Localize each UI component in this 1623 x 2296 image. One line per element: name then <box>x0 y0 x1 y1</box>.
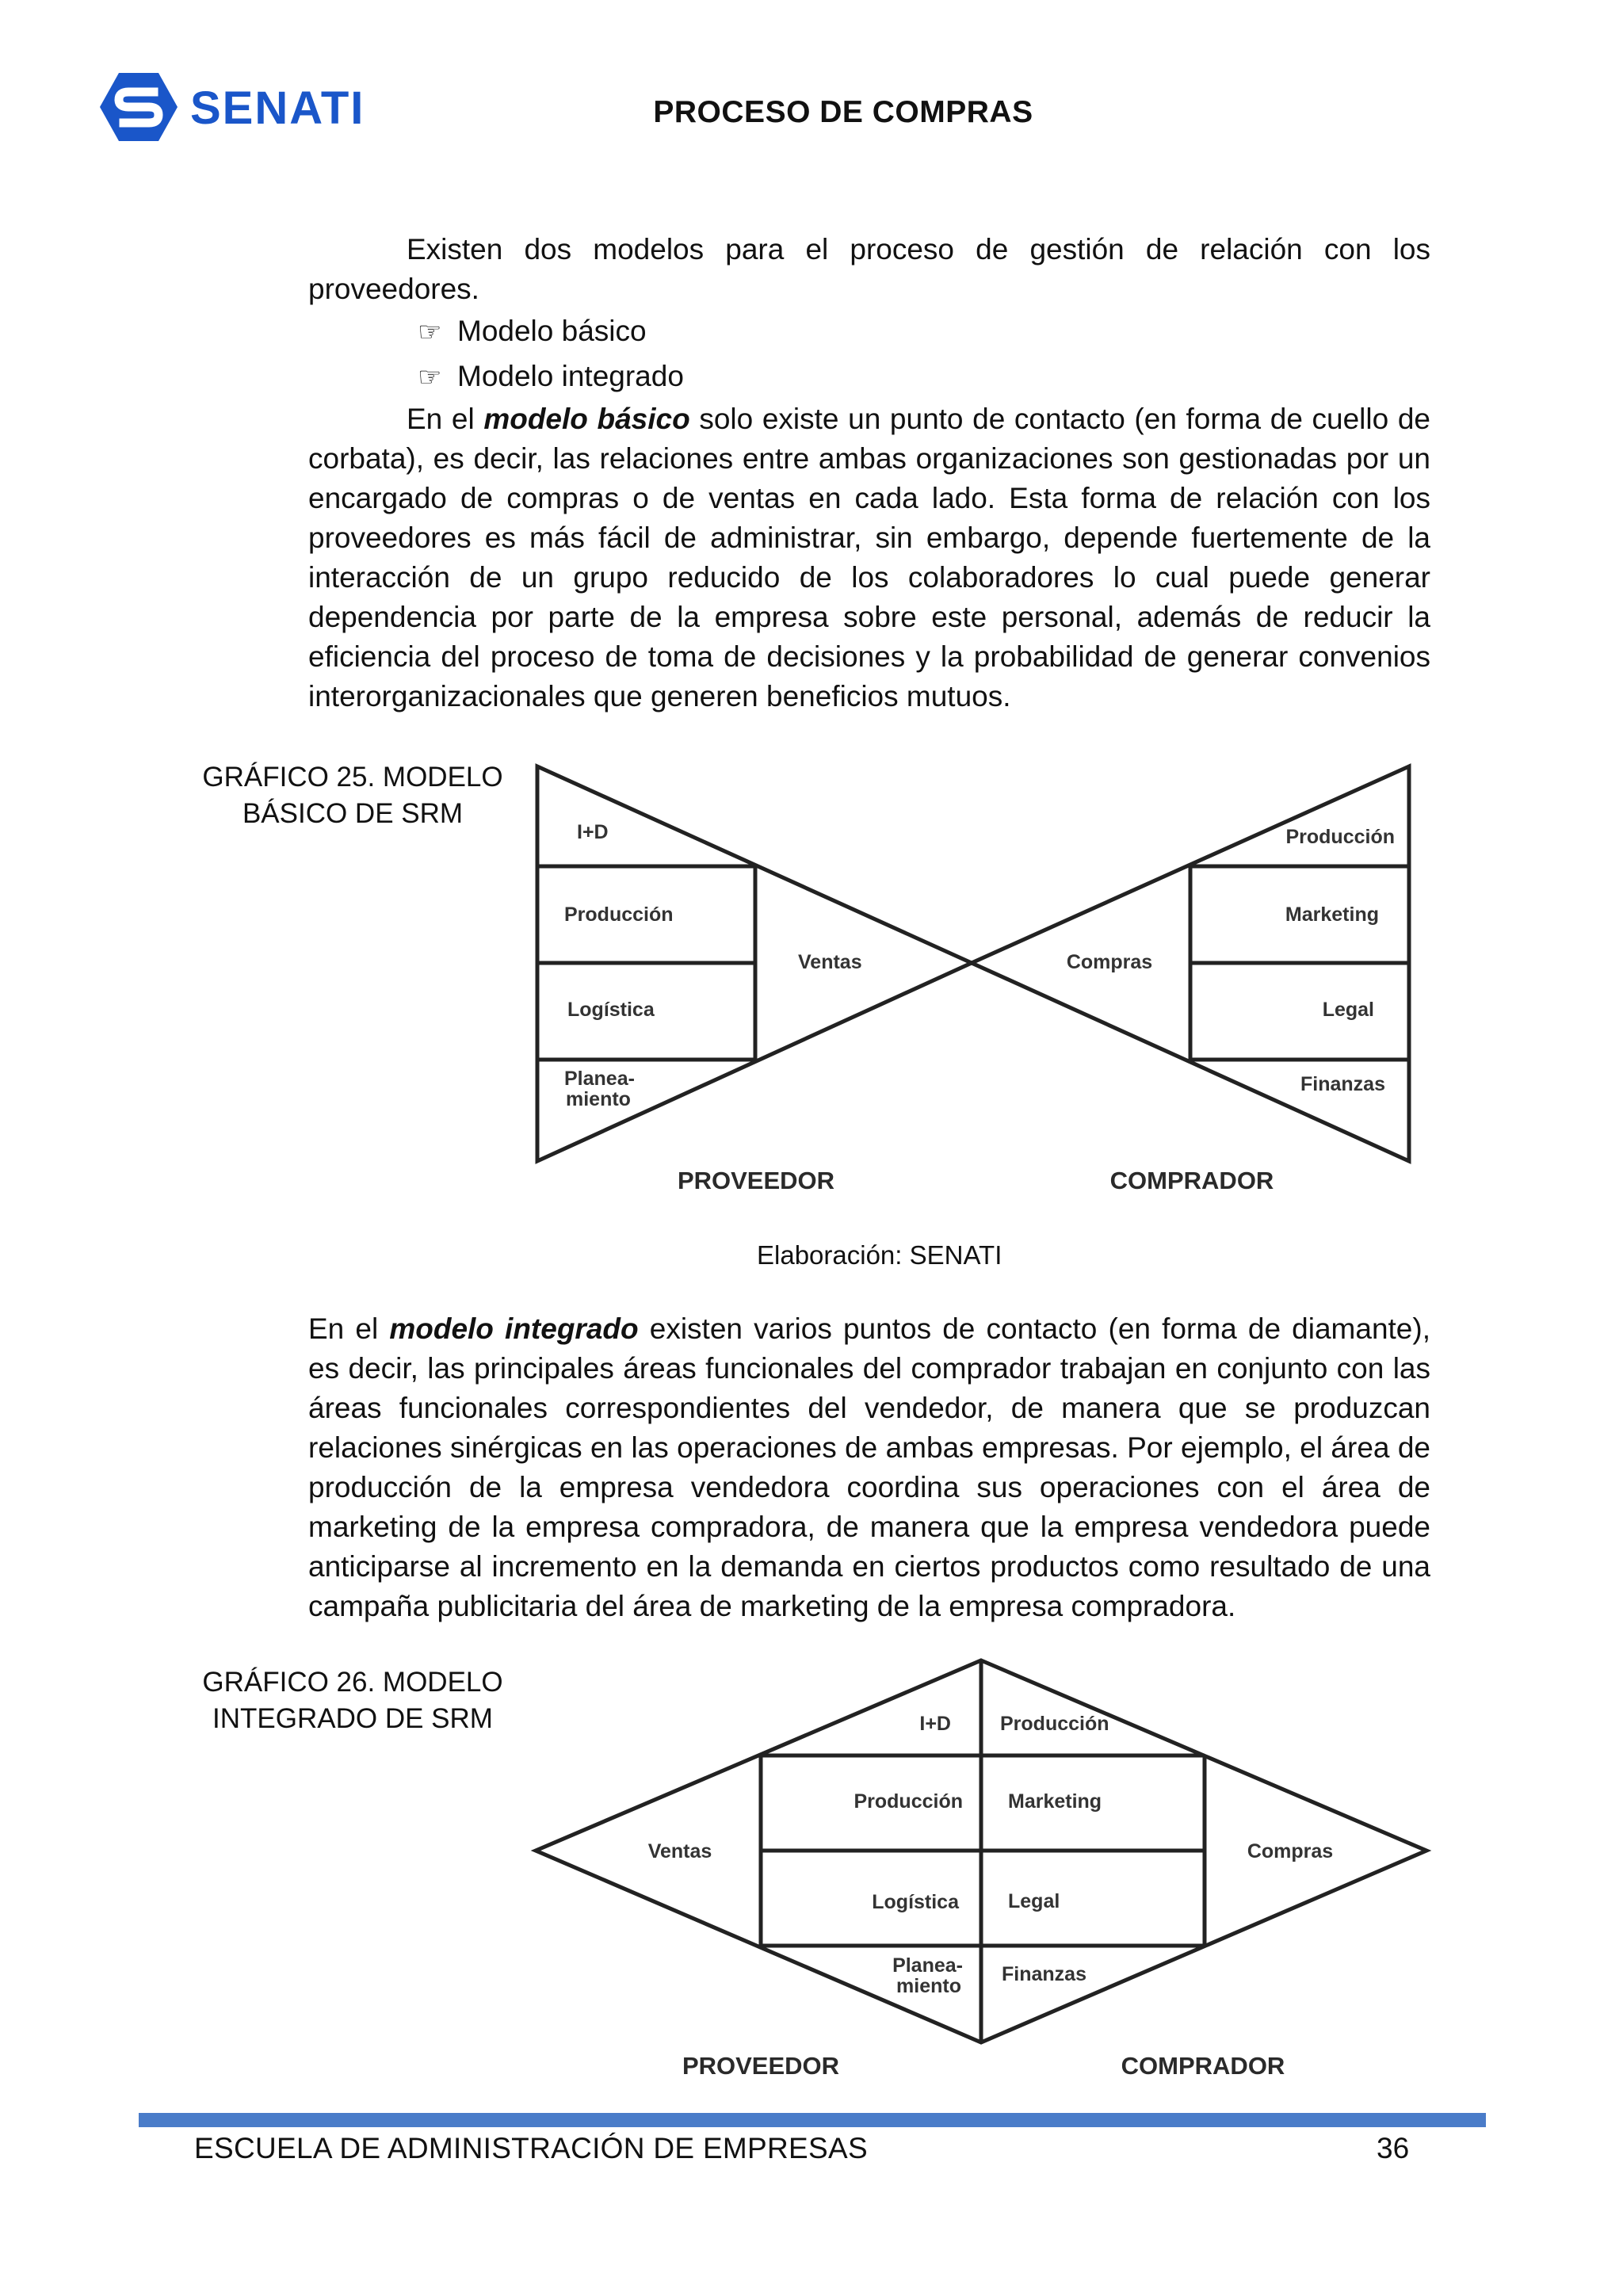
label-marketing: Marketing <box>1008 1790 1102 1813</box>
pointing-hand-icon: ☞ <box>418 362 442 392</box>
label-ventas: Ventas <box>647 1840 712 1862</box>
label-legal: Legal <box>1322 999 1374 1021</box>
label-compras: Compras <box>1066 951 1153 973</box>
page-header-title: PROCESO DE COMPRAS <box>653 95 1033 129</box>
label-legal: Legal <box>1008 1890 1060 1912</box>
list-item-label: Modelo integrado <box>457 360 684 392</box>
paragraph-lead: En el <box>407 403 484 435</box>
label-logistica: Logística <box>872 1891 959 1913</box>
side-label-proveedor: PROVEEDOR <box>677 1167 835 1194</box>
label-ventas: Ventas <box>798 951 862 973</box>
list-item <box>308 309 1430 354</box>
label-produccion-buyer: Producción <box>1285 826 1395 848</box>
footer-divider <box>139 2113 1486 2127</box>
paragraph-lead: En el <box>308 1312 390 1345</box>
caption-line: BÁSICO DE SRM <box>242 798 464 829</box>
diamond-diagram <box>531 1652 1434 2088</box>
label-id: I+D <box>919 1713 951 1735</box>
list-item-label: Modelo básico <box>457 315 647 347</box>
figure-26-caption <box>198 1664 507 1737</box>
basic-srm-diagram <box>531 757 1419 1217</box>
integrated-section <box>308 1309 1430 1626</box>
basic-model-paragraph <box>308 399 1430 716</box>
paragraph-body: solo existe un punto de contacto (en forma de cuello de corbata), es decir, las relaciones entre ambas organizaciones son gestionadas por un encargado de compras o de ventas en cada lado. Esta forma de relación con los proveedores es más fácil de administrar, sin embargo, depende fuertemente de la interacción de un grupo reducido de los colaboradores lo cual puede generar dependencia por parte de la empresa sobre este personal, además de reducir la eficiencia del proceso de toma de decisiones y la probabilidad de generar convenios interorganizacionales que generen beneficios mutuos. <box>308 403 1430 712</box>
model-list <box>308 309 1430 399</box>
side-label-proveedor: PROVEEDOR <box>682 2052 840 2080</box>
logo-text: SENATI <box>190 82 365 134</box>
side-label-comprador: COMPRADOR <box>1121 2052 1285 2080</box>
label-produccion-buyer: Producción <box>1000 1713 1109 1735</box>
intro-section <box>308 230 1430 716</box>
paragraph-body: existen varios puntos de contacto (en forma de diamante), es decir, las principales áreas funcionales del comprador trabajan en conjunto con las áreas funcionales correspondientes del vendedor, de manera que se produzcan relaciones sinérgicas en las operaciones de ambas empresas. Por ejemplo, el área de producción de la empresa vendedora coordina sus operaciones con el área de marketing de la empresa compradora, de manera que la empresa vendedora puede anticiparse al incremento en la demanda en ciertos productos como resultado de una campaña publicitaria del área de marketing de la empresa compradora. <box>308 1312 1430 1622</box>
figure-25-caption <box>198 759 507 832</box>
caption-line: INTEGRADO DE SRM <box>212 1703 493 1734</box>
footer-school-name: ESCUELA DE ADMINISTRACIÓN DE EMPRESAS <box>194 2132 868 2164</box>
emphasis-term: modelo básico <box>483 403 690 435</box>
label-planeamiento-1: Planea- <box>564 1068 635 1090</box>
page-number: 36 <box>1377 2132 1410 2164</box>
label-logistica: Logística <box>567 999 655 1021</box>
emphasis-term: modelo integrado <box>389 1312 639 1345</box>
label-finanzas: Finanzas <box>1002 1963 1086 1985</box>
label-planeamiento-1: Planea- <box>892 1954 963 1977</box>
label-planeamiento-2: miento <box>566 1088 631 1110</box>
label-produccion: Producción <box>564 904 674 926</box>
caption-line: GRÁFICO 25. MODELO <box>202 762 503 793</box>
integrated-model-paragraph <box>308 1309 1430 1626</box>
label-planeamiento-2: miento <box>896 1975 961 1997</box>
bowtie-diagram <box>531 757 1419 1217</box>
intro-paragraph: Existen dos modelos para el proceso de gestión de relación con los proveedores. <box>308 233 1430 305</box>
label-compras: Compras <box>1247 1840 1334 1862</box>
label-produccion: Producción <box>854 1790 963 1813</box>
figure-source: Elaboración: SENATI <box>757 1240 1002 1270</box>
label-finanzas: Finanzas <box>1300 1073 1385 1095</box>
list-item <box>308 354 1430 399</box>
integrated-srm-diagram <box>531 1652 1434 2088</box>
caption-line: GRÁFICO 26. MODELO <box>202 1667 503 1698</box>
label-id: I+D <box>577 821 609 843</box>
side-label-comprador: COMPRADOR <box>1109 1167 1274 1194</box>
pointing-hand-icon: ☞ <box>418 317 442 347</box>
label-marketing: Marketing <box>1285 904 1379 926</box>
